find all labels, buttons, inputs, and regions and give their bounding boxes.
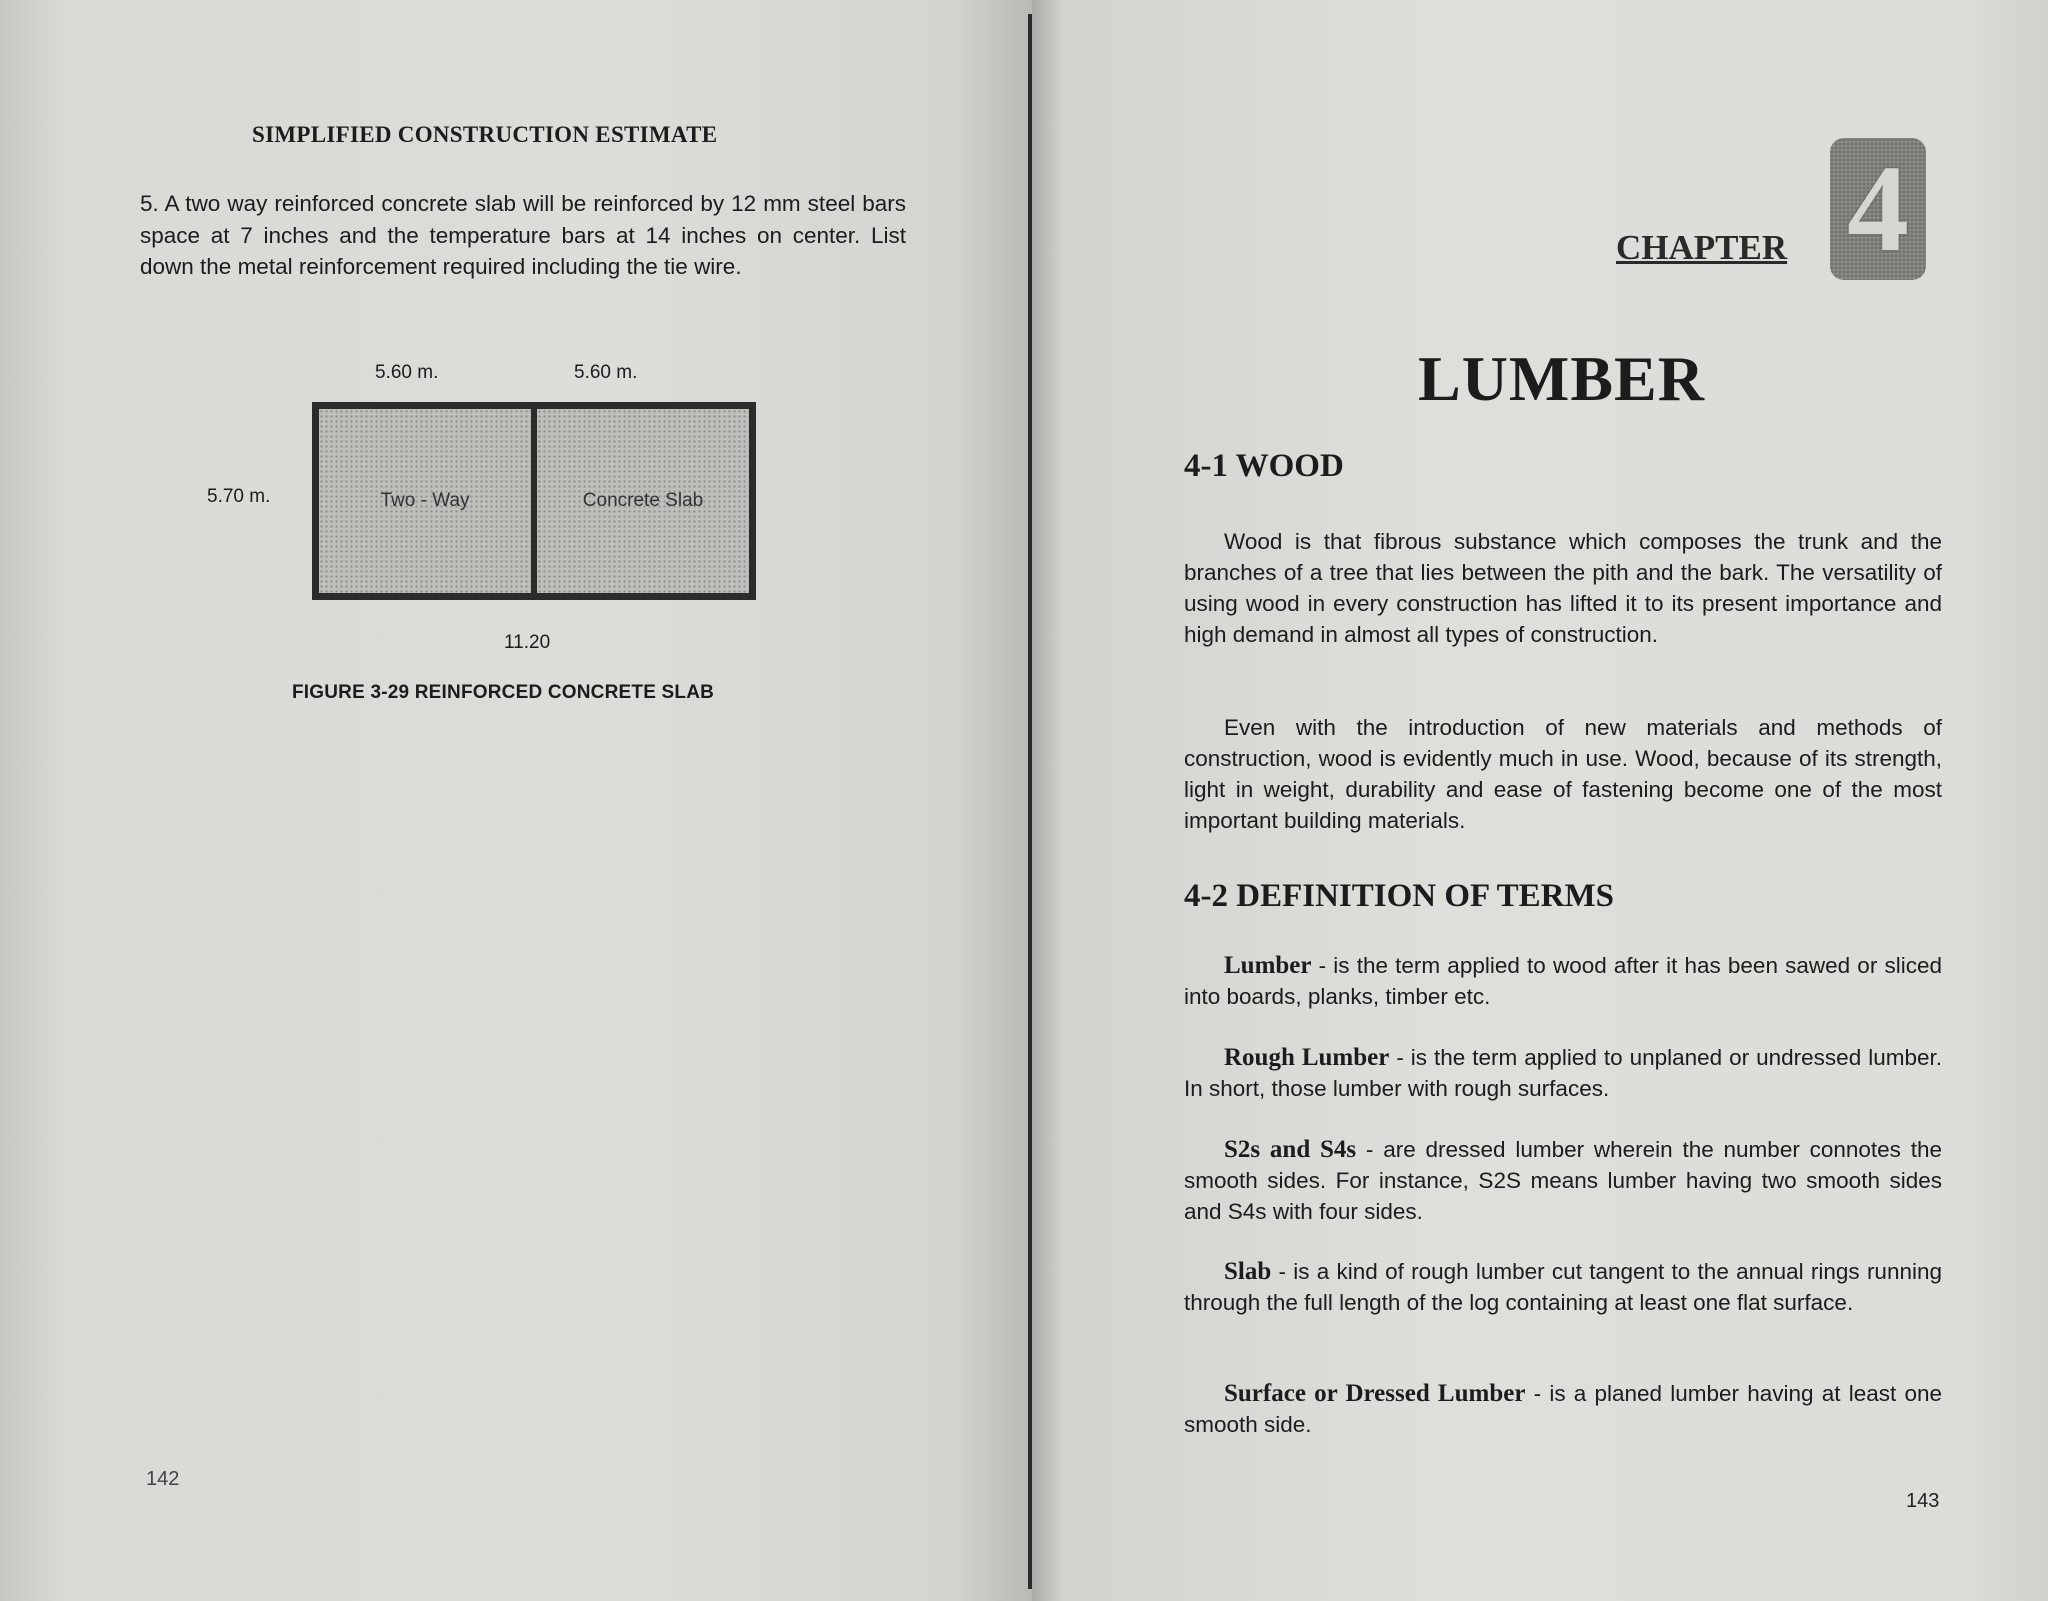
definition-text: - is the term applied to unplaned or undressed lumber. In short, those lumber with rough surfaces. — [1184, 1045, 1942, 1101]
definition-item — [1184, 1378, 1942, 1440]
definition-text: - are dressed lumber wherein the number connotes the smooth sides. For instance, S2S means lumber having two smooth sides and S4s with four sides. — [1184, 1137, 1942, 1224]
definition-text: - is a kind of rough lumber cut tangent to the annual rings running through the full length of the log containing at least one flat surface. — [1184, 1259, 1942, 1315]
section-heading-wood: 4-1 WOOD — [1184, 448, 1344, 484]
wood-paragraph-1: Wood is that fibrous substance which composes the trunk and the branches of a tree that lies between the pith and the bark. The versatility of using wood in every construction has lifted it to its present importance and high demand in almost all types of construction. — [1184, 529, 1942, 647]
panel-right-label: Concrete Slab — [582, 490, 704, 511]
slab-diagram — [312, 402, 756, 600]
definition-term: Rough Lumber — [1224, 1044, 1390, 1071]
definition-text: - is the term applied to wood after it has been sawed or sliced into boards, planks, timber etc. — [1184, 953, 1942, 1009]
slab-panel-right — [531, 409, 749, 593]
definition-item — [1184, 1134, 1942, 1227]
problem-text: 5. A two way reinforced concrete slab will be reinforced by 12 mm steel bars space at 7 inches and the temperature bars at 14 inches on center. List down the metal reinforcement required including the tie wire. — [140, 191, 906, 279]
panel-left-label: Two - Way — [380, 490, 470, 511]
chapter-number: 4 — [1847, 140, 1909, 277]
page-number-right: 143 — [1906, 1490, 1940, 1512]
slab-panel-left — [319, 409, 531, 593]
running-head: SIMPLIFIED CONSTRUCTION ESTIMATE — [252, 122, 718, 147]
definition-term: S2s and S4s — [1224, 1136, 1357, 1163]
definition-item — [1184, 950, 1942, 1012]
dim-bottom: 11.20 — [504, 632, 551, 653]
definition-text: - is a planed lumber having at least one smooth side. — [1184, 1381, 1942, 1437]
page-number-left: 142 — [146, 1468, 180, 1490]
dim-top-left: 5.60 m. — [375, 362, 439, 383]
section-heading-definitions: 4-2 DEFINITION OF TERMS — [1184, 878, 1614, 914]
chapter-title: LUMBER — [1418, 343, 1705, 414]
definition-item — [1184, 1042, 1942, 1104]
definition-item — [1184, 1256, 1942, 1318]
definition-term: Surface or Dressed Lumber — [1224, 1380, 1526, 1407]
dim-side: 5.70 m. — [207, 486, 271, 507]
chapter-number-badge — [1830, 138, 1926, 280]
definition-term: Lumber — [1224, 952, 1312, 979]
figure-caption: FIGURE 3-29 REINFORCED CONCRETE SLAB — [292, 682, 715, 703]
definition-term: Slab — [1224, 1258, 1272, 1285]
chapter-word: CHAPTER — [1616, 228, 1788, 267]
wood-paragraph-2: Even with the introduction of new materials and methods of construction, wood is evidently much in use. Wood, because of its strength, light in weight, durability and ease of fastening become one of the most important building materials. — [1184, 715, 1942, 833]
dim-top-right: 5.60 m. — [574, 362, 638, 383]
